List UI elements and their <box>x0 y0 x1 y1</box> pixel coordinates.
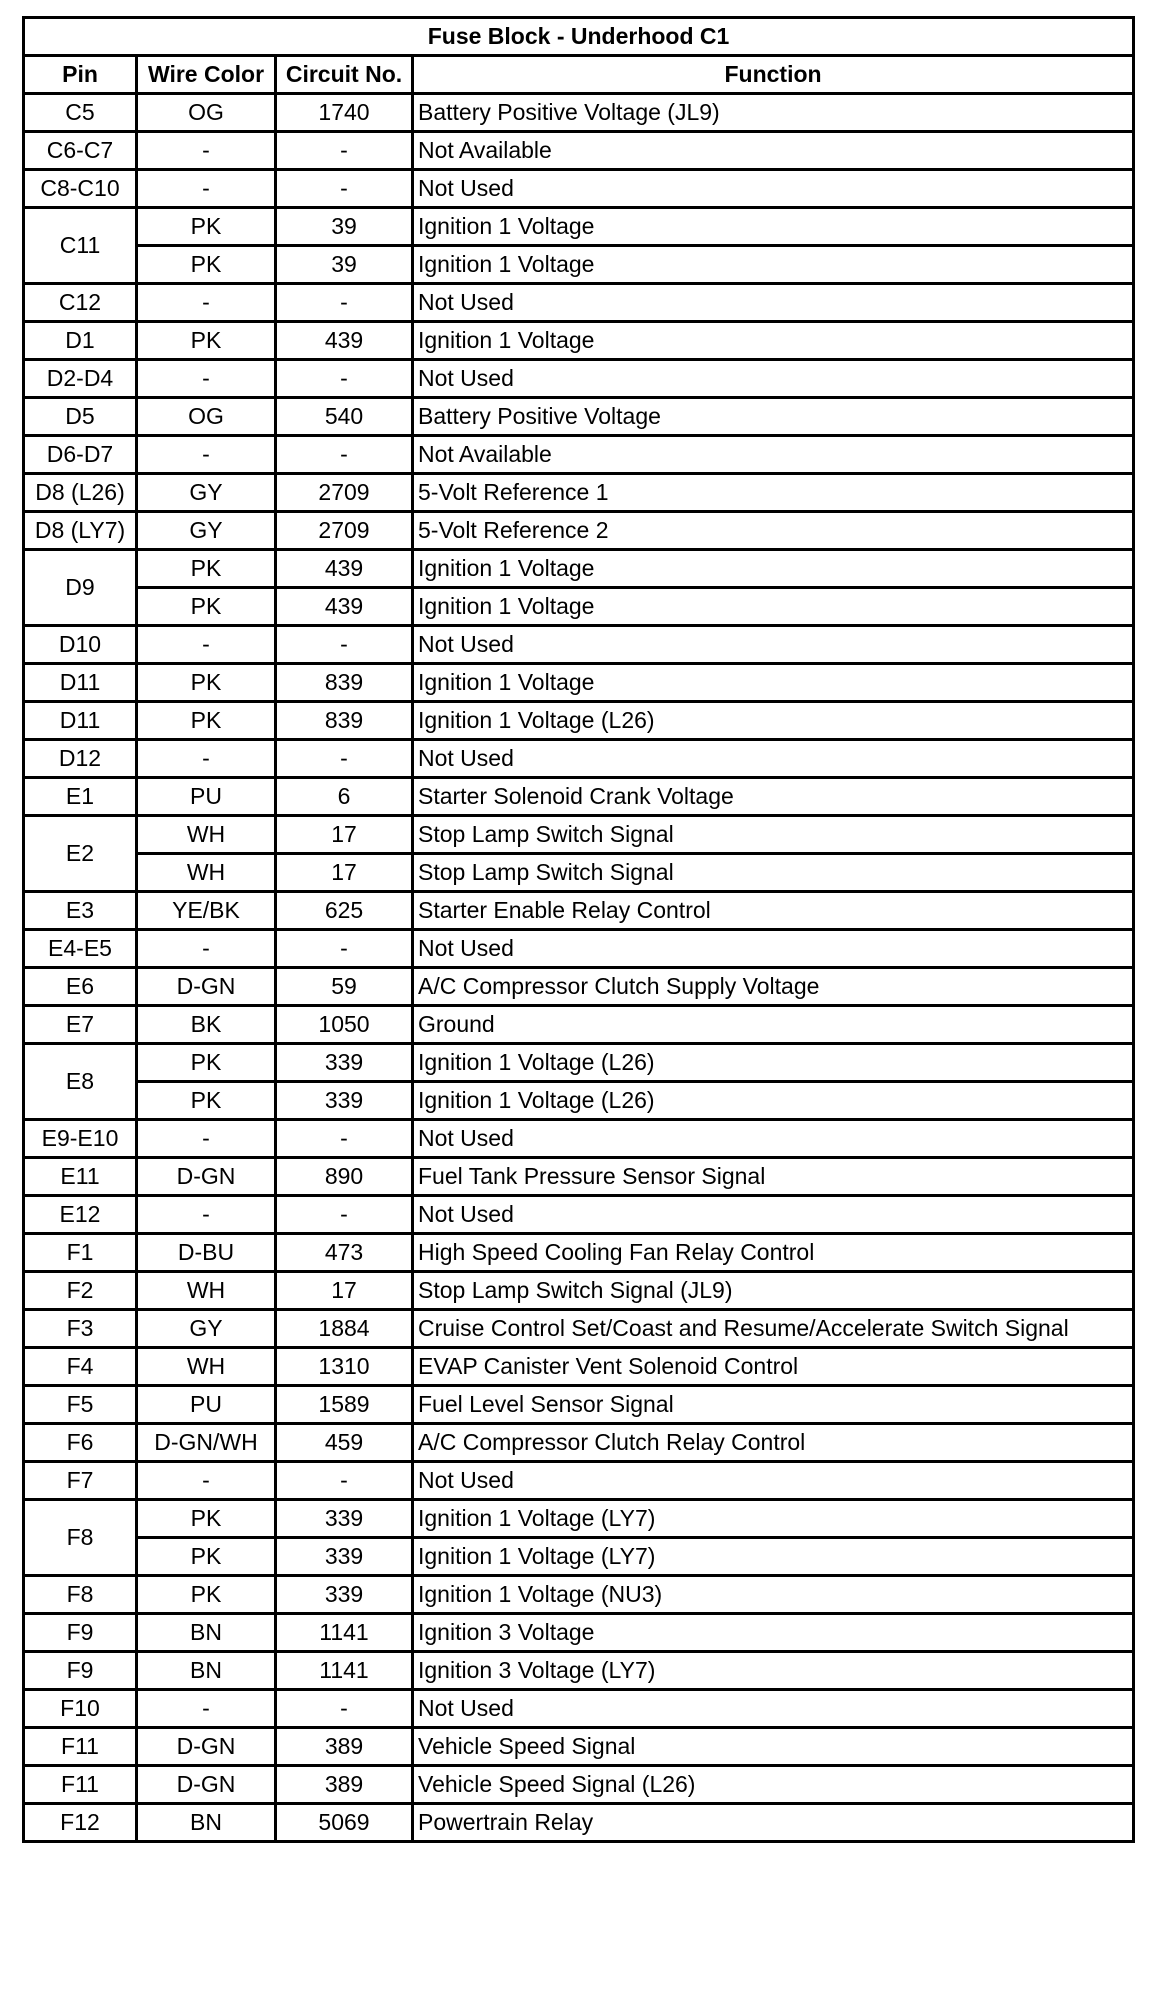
wire-color-cell: PK <box>137 1576 276 1614</box>
wire-color-cell: PK <box>137 702 276 740</box>
circuit-no-cell: 6 <box>276 778 413 816</box>
table-row <box>24 246 1134 284</box>
table-row <box>24 1120 1134 1158</box>
function-cell: Cruise Control Set/Coast and Resume/Accelerate Switch Signal <box>413 1310 1134 1348</box>
fuse-block-table <box>22 16 1135 1843</box>
wire-color-cell: GY <box>137 1310 276 1348</box>
pin-cell: F1 <box>24 1234 137 1272</box>
pin-cell: D8 (LY7) <box>24 512 137 550</box>
table-row <box>24 1158 1134 1196</box>
wire-color-cell: - <box>137 360 276 398</box>
wire-color-cell: GY <box>137 512 276 550</box>
function-cell: A/C Compressor Clutch Relay Control <box>413 1424 1134 1462</box>
wire-color-cell: D-GN <box>137 1158 276 1196</box>
wire-color-cell: D-GN <box>137 968 276 1006</box>
circuit-no-cell: 540 <box>276 398 413 436</box>
function-cell: Stop Lamp Switch Signal (JL9) <box>413 1272 1134 1310</box>
circuit-no-cell: 339 <box>276 1538 413 1576</box>
table-row <box>24 1576 1134 1614</box>
table-row <box>24 968 1134 1006</box>
circuit-no-cell: 625 <box>276 892 413 930</box>
pin-cell: D8 (L26) <box>24 474 137 512</box>
pin-cell: E4-E5 <box>24 930 137 968</box>
pin-cell: F2 <box>24 1272 137 1310</box>
circuit-no-cell: - <box>276 170 413 208</box>
pin-cell: C8-C10 <box>24 170 137 208</box>
table-row <box>24 1614 1134 1652</box>
wire-color-cell: D-GN <box>137 1728 276 1766</box>
table-row <box>24 94 1134 132</box>
header-pin: Pin <box>24 56 137 94</box>
table-row <box>24 1196 1134 1234</box>
header-row <box>24 56 1134 94</box>
pin-cell: D10 <box>24 626 137 664</box>
circuit-no-cell: 890 <box>276 1158 413 1196</box>
circuit-no-cell: - <box>276 626 413 664</box>
circuit-no-cell: 2709 <box>276 512 413 550</box>
wire-color-cell: BK <box>137 1006 276 1044</box>
circuit-no-cell: 339 <box>276 1082 413 1120</box>
pin-cell: E2 <box>24 816 137 892</box>
table-row <box>24 854 1134 892</box>
circuit-no-cell: 5069 <box>276 1804 413 1842</box>
pin-cell: D11 <box>24 702 137 740</box>
circuit-no-cell: - <box>276 740 413 778</box>
wire-color-cell: PK <box>137 664 276 702</box>
wire-color-cell: - <box>137 284 276 322</box>
wire-color-cell: - <box>137 930 276 968</box>
circuit-no-cell: 39 <box>276 246 413 284</box>
wire-color-cell: WH <box>137 854 276 892</box>
pin-cell: F9 <box>24 1652 137 1690</box>
header-wire-color: Wire Color <box>137 56 276 94</box>
circuit-no-cell: 17 <box>276 816 413 854</box>
circuit-no-cell: 1884 <box>276 1310 413 1348</box>
table-row <box>24 702 1134 740</box>
table-row <box>24 664 1134 702</box>
pin-cell: F9 <box>24 1614 137 1652</box>
circuit-no-cell: - <box>276 132 413 170</box>
table-row <box>24 1348 1134 1386</box>
wire-color-cell: BN <box>137 1614 276 1652</box>
wire-color-cell: - <box>137 1462 276 1500</box>
table-row <box>24 1766 1134 1804</box>
pin-cell: E1 <box>24 778 137 816</box>
title-row <box>24 18 1134 56</box>
table-row <box>24 322 1134 360</box>
circuit-no-cell: 17 <box>276 1272 413 1310</box>
function-cell: Not Used <box>413 284 1134 322</box>
function-cell: EVAP Canister Vent Solenoid Control <box>413 1348 1134 1386</box>
pin-cell: F11 <box>24 1728 137 1766</box>
wire-color-cell: PK <box>137 246 276 284</box>
wire-color-cell: D-BU <box>137 1234 276 1272</box>
table-row <box>24 208 1134 246</box>
circuit-no-cell: 439 <box>276 588 413 626</box>
function-cell: Ignition 1 Voltage <box>413 246 1134 284</box>
wire-color-cell: - <box>137 1196 276 1234</box>
function-cell: Not Used <box>413 170 1134 208</box>
pin-cell: C6-C7 <box>24 132 137 170</box>
circuit-no-cell: 1141 <box>276 1652 413 1690</box>
wire-color-cell: PK <box>137 588 276 626</box>
circuit-no-cell: 459 <box>276 1424 413 1462</box>
circuit-no-cell: 1141 <box>276 1614 413 1652</box>
function-cell: Ignition 3 Voltage (LY7) <box>413 1652 1134 1690</box>
function-cell: Ignition 1 Voltage (NU3) <box>413 1576 1134 1614</box>
circuit-no-cell: 339 <box>276 1500 413 1538</box>
pin-cell: D12 <box>24 740 137 778</box>
wire-color-cell: PK <box>137 208 276 246</box>
table-row <box>24 778 1134 816</box>
function-cell: Powertrain Relay <box>413 1804 1134 1842</box>
pin-cell: E7 <box>24 1006 137 1044</box>
wire-color-cell: PK <box>137 1538 276 1576</box>
header-circuit-no: Circuit No. <box>276 56 413 94</box>
function-cell: Ignition 1 Voltage (L26) <box>413 702 1134 740</box>
table-row <box>24 1690 1134 1728</box>
function-cell: Stop Lamp Switch Signal <box>413 816 1134 854</box>
pin-cell: E8 <box>24 1044 137 1120</box>
circuit-no-cell: 1050 <box>276 1006 413 1044</box>
function-cell: Ignition 1 Voltage (LY7) <box>413 1538 1134 1576</box>
wire-color-cell: BN <box>137 1804 276 1842</box>
pin-cell: D2-D4 <box>24 360 137 398</box>
function-cell: Not Used <box>413 360 1134 398</box>
circuit-no-cell: 1740 <box>276 94 413 132</box>
circuit-no-cell: 839 <box>276 664 413 702</box>
table-row <box>24 930 1134 968</box>
circuit-no-cell: - <box>276 436 413 474</box>
circuit-no-cell: - <box>276 1196 413 1234</box>
wire-color-cell: PU <box>137 778 276 816</box>
wire-color-cell: PU <box>137 1386 276 1424</box>
function-cell: Not Used <box>413 1196 1134 1234</box>
circuit-no-cell: 839 <box>276 702 413 740</box>
function-cell: Battery Positive Voltage <box>413 398 1134 436</box>
table-row <box>24 892 1134 930</box>
function-cell: Fuel Tank Pressure Sensor Signal <box>413 1158 1134 1196</box>
header-function: Function <box>413 56 1134 94</box>
table-row <box>24 170 1134 208</box>
function-cell: Ignition 1 Voltage <box>413 588 1134 626</box>
pin-cell: E6 <box>24 968 137 1006</box>
wire-color-cell: - <box>137 170 276 208</box>
pin-cell: D9 <box>24 550 137 626</box>
wire-color-cell: D-GN <box>137 1766 276 1804</box>
wire-color-cell: WH <box>137 1272 276 1310</box>
circuit-no-cell: 439 <box>276 322 413 360</box>
table-title: Fuse Block - Underhood C1 <box>24 18 1134 56</box>
function-cell: Battery Positive Voltage (JL9) <box>413 94 1134 132</box>
wire-color-cell: PK <box>137 550 276 588</box>
circuit-no-cell: - <box>276 1120 413 1158</box>
circuit-no-cell: 389 <box>276 1766 413 1804</box>
table-body <box>24 94 1134 1842</box>
table-row <box>24 626 1134 664</box>
table-row <box>24 1310 1134 1348</box>
function-cell: Not Used <box>413 930 1134 968</box>
table-row <box>24 360 1134 398</box>
pin-cell: F4 <box>24 1348 137 1386</box>
function-cell: Starter Enable Relay Control <box>413 892 1134 930</box>
table-row <box>24 1538 1134 1576</box>
table-row <box>24 740 1134 778</box>
function-cell: Not Used <box>413 1690 1134 1728</box>
pin-cell: D1 <box>24 322 137 360</box>
circuit-no-cell: 439 <box>276 550 413 588</box>
circuit-no-cell: 59 <box>276 968 413 1006</box>
pin-cell: F11 <box>24 1766 137 1804</box>
circuit-no-cell: 1589 <box>276 1386 413 1424</box>
wire-color-cell: GY <box>137 474 276 512</box>
pin-cell: E3 <box>24 892 137 930</box>
table-row <box>24 1272 1134 1310</box>
circuit-no-cell: - <box>276 1690 413 1728</box>
circuit-no-cell: 339 <box>276 1044 413 1082</box>
function-cell: Ignition 1 Voltage <box>413 550 1134 588</box>
pin-cell: F6 <box>24 1424 137 1462</box>
function-cell: Not Available <box>413 436 1134 474</box>
wire-color-cell: OG <box>137 398 276 436</box>
function-cell: Ignition 1 Voltage (L26) <box>413 1082 1134 1120</box>
wire-color-cell: BN <box>137 1652 276 1690</box>
circuit-no-cell: 17 <box>276 854 413 892</box>
pin-cell: D5 <box>24 398 137 436</box>
pin-cell: C5 <box>24 94 137 132</box>
function-cell: Not Used <box>413 1462 1134 1500</box>
wire-color-cell: - <box>137 626 276 664</box>
function-cell: Ignition 1 Voltage <box>413 322 1134 360</box>
function-cell: Vehicle Speed Signal (L26) <box>413 1766 1134 1804</box>
circuit-no-cell: - <box>276 1462 413 1500</box>
table-row <box>24 474 1134 512</box>
wire-color-cell: - <box>137 740 276 778</box>
wire-color-cell: WH <box>137 1348 276 1386</box>
pin-cell: C12 <box>24 284 137 322</box>
function-cell: Vehicle Speed Signal <box>413 1728 1134 1766</box>
table-row <box>24 816 1134 854</box>
wire-color-cell: - <box>137 436 276 474</box>
circuit-no-cell: 473 <box>276 1234 413 1272</box>
table-row <box>24 1082 1134 1120</box>
function-cell: Starter Solenoid Crank Voltage <box>413 778 1134 816</box>
table-row <box>24 1728 1134 1766</box>
pin-cell: F5 <box>24 1386 137 1424</box>
wire-color-cell: D-GN/WH <box>137 1424 276 1462</box>
table-row <box>24 1044 1134 1082</box>
function-cell: Ignition 1 Voltage (LY7) <box>413 1500 1134 1538</box>
pin-cell: F3 <box>24 1310 137 1348</box>
wire-color-cell: - <box>137 132 276 170</box>
function-cell: Ignition 1 Voltage <box>413 208 1134 246</box>
wire-color-cell: YE/BK <box>137 892 276 930</box>
function-cell: 5-Volt Reference 1 <box>413 474 1134 512</box>
table-row <box>24 512 1134 550</box>
function-cell: A/C Compressor Clutch Supply Voltage <box>413 968 1134 1006</box>
table-row <box>24 1500 1134 1538</box>
pin-cell: E9-E10 <box>24 1120 137 1158</box>
circuit-no-cell: - <box>276 360 413 398</box>
pin-cell: C11 <box>24 208 137 284</box>
pin-cell: F12 <box>24 1804 137 1842</box>
function-cell: Not Used <box>413 740 1134 778</box>
table-row <box>24 436 1134 474</box>
pin-cell: F10 <box>24 1690 137 1728</box>
function-cell: High Speed Cooling Fan Relay Control <box>413 1234 1134 1272</box>
wire-color-cell: OG <box>137 94 276 132</box>
pin-cell: F7 <box>24 1462 137 1500</box>
table-row <box>24 1652 1134 1690</box>
table-row <box>24 1234 1134 1272</box>
wire-color-cell: PK <box>137 1082 276 1120</box>
wire-color-cell: PK <box>137 1500 276 1538</box>
function-cell: Not Used <box>413 626 1134 664</box>
table-row <box>24 398 1134 436</box>
function-cell: Ground <box>413 1006 1134 1044</box>
function-cell: Fuel Level Sensor Signal <box>413 1386 1134 1424</box>
pin-cell: F8 <box>24 1576 137 1614</box>
wire-color-cell: PK <box>137 322 276 360</box>
wire-color-cell: - <box>137 1690 276 1728</box>
pin-cell: E11 <box>24 1158 137 1196</box>
function-cell: Ignition 3 Voltage <box>413 1614 1134 1652</box>
circuit-no-cell: - <box>276 284 413 322</box>
function-cell: Stop Lamp Switch Signal <box>413 854 1134 892</box>
function-cell: Not Available <box>413 132 1134 170</box>
function-cell: 5-Volt Reference 2 <box>413 512 1134 550</box>
pin-cell: E12 <box>24 1196 137 1234</box>
circuit-no-cell: 339 <box>276 1576 413 1614</box>
table-row <box>24 1804 1134 1842</box>
function-cell: Ignition 1 Voltage <box>413 664 1134 702</box>
function-cell: Not Used <box>413 1120 1134 1158</box>
circuit-no-cell: 39 <box>276 208 413 246</box>
pin-cell: F8 <box>24 1500 137 1576</box>
table-row <box>24 1424 1134 1462</box>
table-row <box>24 284 1134 322</box>
wire-color-cell: - <box>137 1120 276 1158</box>
pin-cell: D6-D7 <box>24 436 137 474</box>
function-cell: Ignition 1 Voltage (L26) <box>413 1044 1134 1082</box>
table-row <box>24 1386 1134 1424</box>
table-row <box>24 588 1134 626</box>
table-row <box>24 1006 1134 1044</box>
circuit-no-cell: 389 <box>276 1728 413 1766</box>
circuit-no-cell: 2709 <box>276 474 413 512</box>
table-row <box>24 550 1134 588</box>
circuit-no-cell: - <box>276 930 413 968</box>
wire-color-cell: WH <box>137 816 276 854</box>
wire-color-cell: PK <box>137 1044 276 1082</box>
table-row <box>24 132 1134 170</box>
pin-cell: D11 <box>24 664 137 702</box>
table-row <box>24 1462 1134 1500</box>
circuit-no-cell: 1310 <box>276 1348 413 1386</box>
